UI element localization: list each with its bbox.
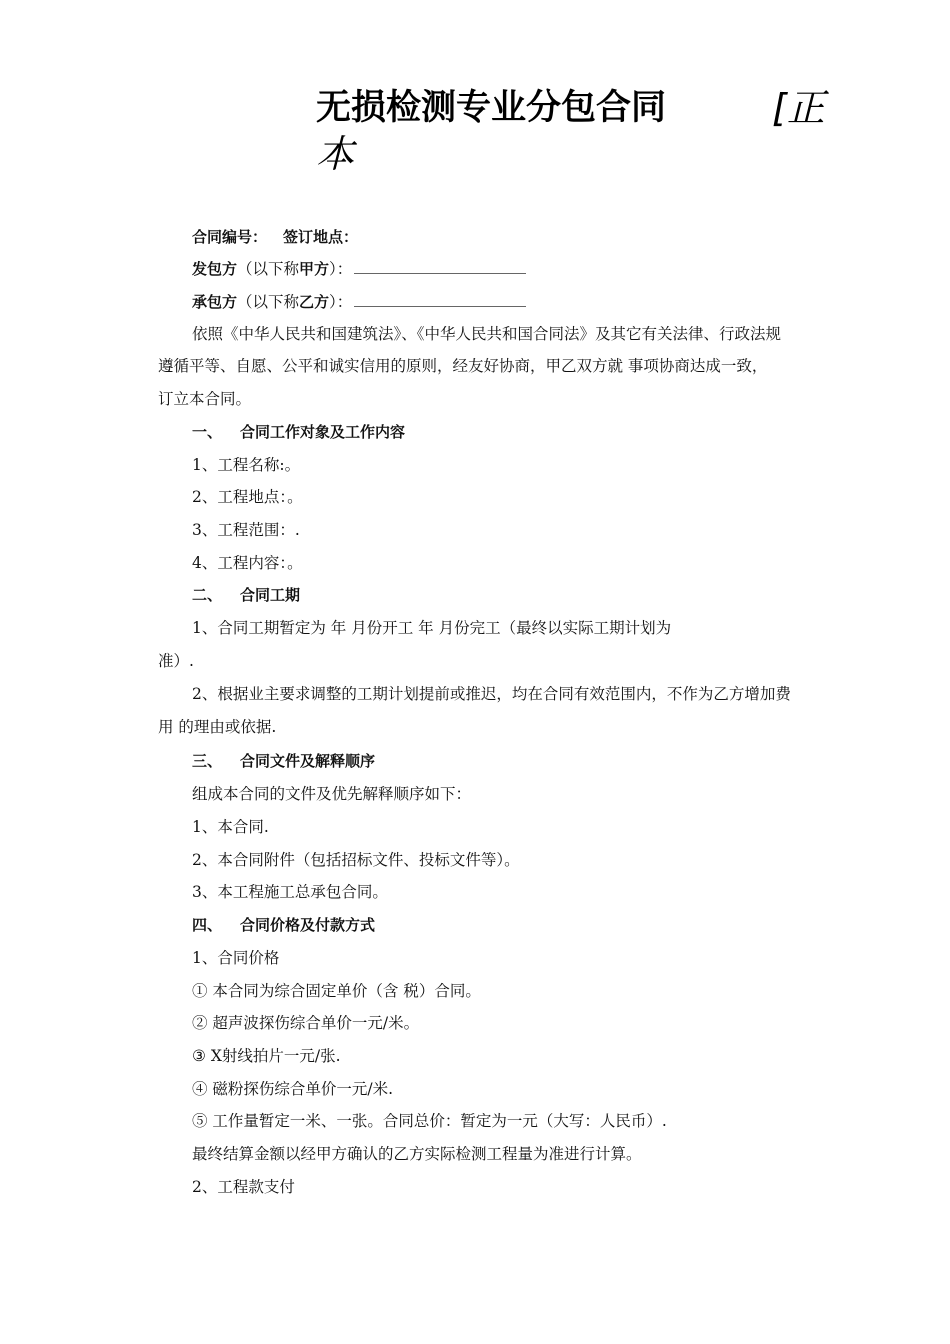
title-main: 无损检测专业分包合同 xyxy=(316,88,667,128)
section-1-title: 合同工作对象及工作内容 xyxy=(240,423,406,441)
section-3-item: 1、本合同. xyxy=(192,818,269,836)
title-tag-part1: [正 xyxy=(772,86,825,130)
party-a-mid: （以下称 xyxy=(237,260,300,278)
section-4-item: ① 本合同为综合固定单价（含 税）合同。 xyxy=(192,982,481,1000)
section-4-subheading-payment: 2、工程款支付 xyxy=(192,1178,295,1196)
section-3-intro: 组成本合同的文件及优先解释顺序如下： xyxy=(192,785,472,803)
section-1-heading xyxy=(192,422,405,442)
title-tag-part2: 本 xyxy=(316,132,355,176)
party-b-bold: 乙方 xyxy=(299,293,330,311)
contract-number-label: 合同编号： xyxy=(192,228,268,246)
contract-meta-line xyxy=(192,227,358,247)
section-1-item: 3、工程范围：. xyxy=(192,521,300,539)
section-4-subheading-price: 1、合同价格 xyxy=(192,949,280,967)
section-3-item: 3、本工程施工总承包合同。 xyxy=(192,883,388,901)
party-b-mid: （以下称 xyxy=(237,293,300,311)
section-2-paragraph-1-line-2: 准）. xyxy=(158,652,194,670)
section-4-item: ③ X射线拍片一元/张. xyxy=(192,1047,341,1065)
section-3-item: 2、本合同附件（包括招标文件、投标文件等）。 xyxy=(192,851,520,869)
section-4-item: ② 超声波探伤综合单价一元/米。 xyxy=(192,1014,420,1032)
intro-line-2: 遵循平等、自愿、公平和诚实信用的原则，经友好协商，甲乙双方就 事项协商达成一致， xyxy=(158,357,768,375)
party-a-blank-line xyxy=(354,259,526,274)
party-a-prefix: 发包方 xyxy=(192,260,238,278)
party-b-line xyxy=(192,292,526,312)
section-1-item: 2、工程地点：。 xyxy=(192,488,303,506)
section-4-title: 合同价格及付款方式 xyxy=(240,916,376,934)
party-b-suffix: ）： xyxy=(329,293,353,311)
section-2-paragraph-2-line-2: 用 的理由或依据. xyxy=(158,718,277,736)
party-b-prefix: 承包方 xyxy=(192,293,238,311)
section-4-item: ⑤ 工作量暂定一米、一张。合同总价：暂定为一元（大写：人民币）. xyxy=(192,1112,667,1130)
section-4-heading xyxy=(192,915,375,935)
section-2-number: 二、 xyxy=(192,586,223,604)
sign-place-label: 签订地点： xyxy=(283,228,359,246)
section-2-heading xyxy=(192,585,300,605)
section-1-item: 1、工程名称:。 xyxy=(192,456,301,474)
section-1-number: 一、 xyxy=(192,423,223,441)
section-4-settlement: 最终结算金额以经甲方确认的乙方实际检测工程量为准进行计算。 xyxy=(192,1145,642,1163)
party-a-line xyxy=(192,259,526,279)
intro-line-1: 依照《中华人民共和国建筑法》、《中华人民共和国合同法》及其它有关法律、行政法规 xyxy=(192,325,782,343)
section-2-title: 合同工期 xyxy=(240,586,301,604)
party-b-blank-line xyxy=(354,292,526,307)
section-3-number: 三、 xyxy=(192,752,223,770)
party-a-suffix: ）： xyxy=(329,260,353,278)
intro-line-3: 订立本合同。 xyxy=(158,390,252,408)
section-4-number: 四、 xyxy=(192,916,223,934)
section-2-paragraph-2-line-1: 2、根据业主要求调整的工期计划提前或推迟，均在合同有效范围内，不作为乙方增加费 xyxy=(192,685,791,703)
section-4-item: ④ 磁粉探伤综合单价一元/米. xyxy=(192,1080,394,1098)
party-a-bold: 甲方 xyxy=(299,260,330,278)
section-1-item: 4、工程内容：。 xyxy=(192,554,303,572)
section-2-paragraph-1-line-1: 1、合同工期暂定为 年 月份开工 年 月份完工（最终以实际工期计划为 xyxy=(192,619,672,637)
section-3-title: 合同文件及解释顺序 xyxy=(240,752,376,770)
section-3-heading xyxy=(192,751,375,771)
